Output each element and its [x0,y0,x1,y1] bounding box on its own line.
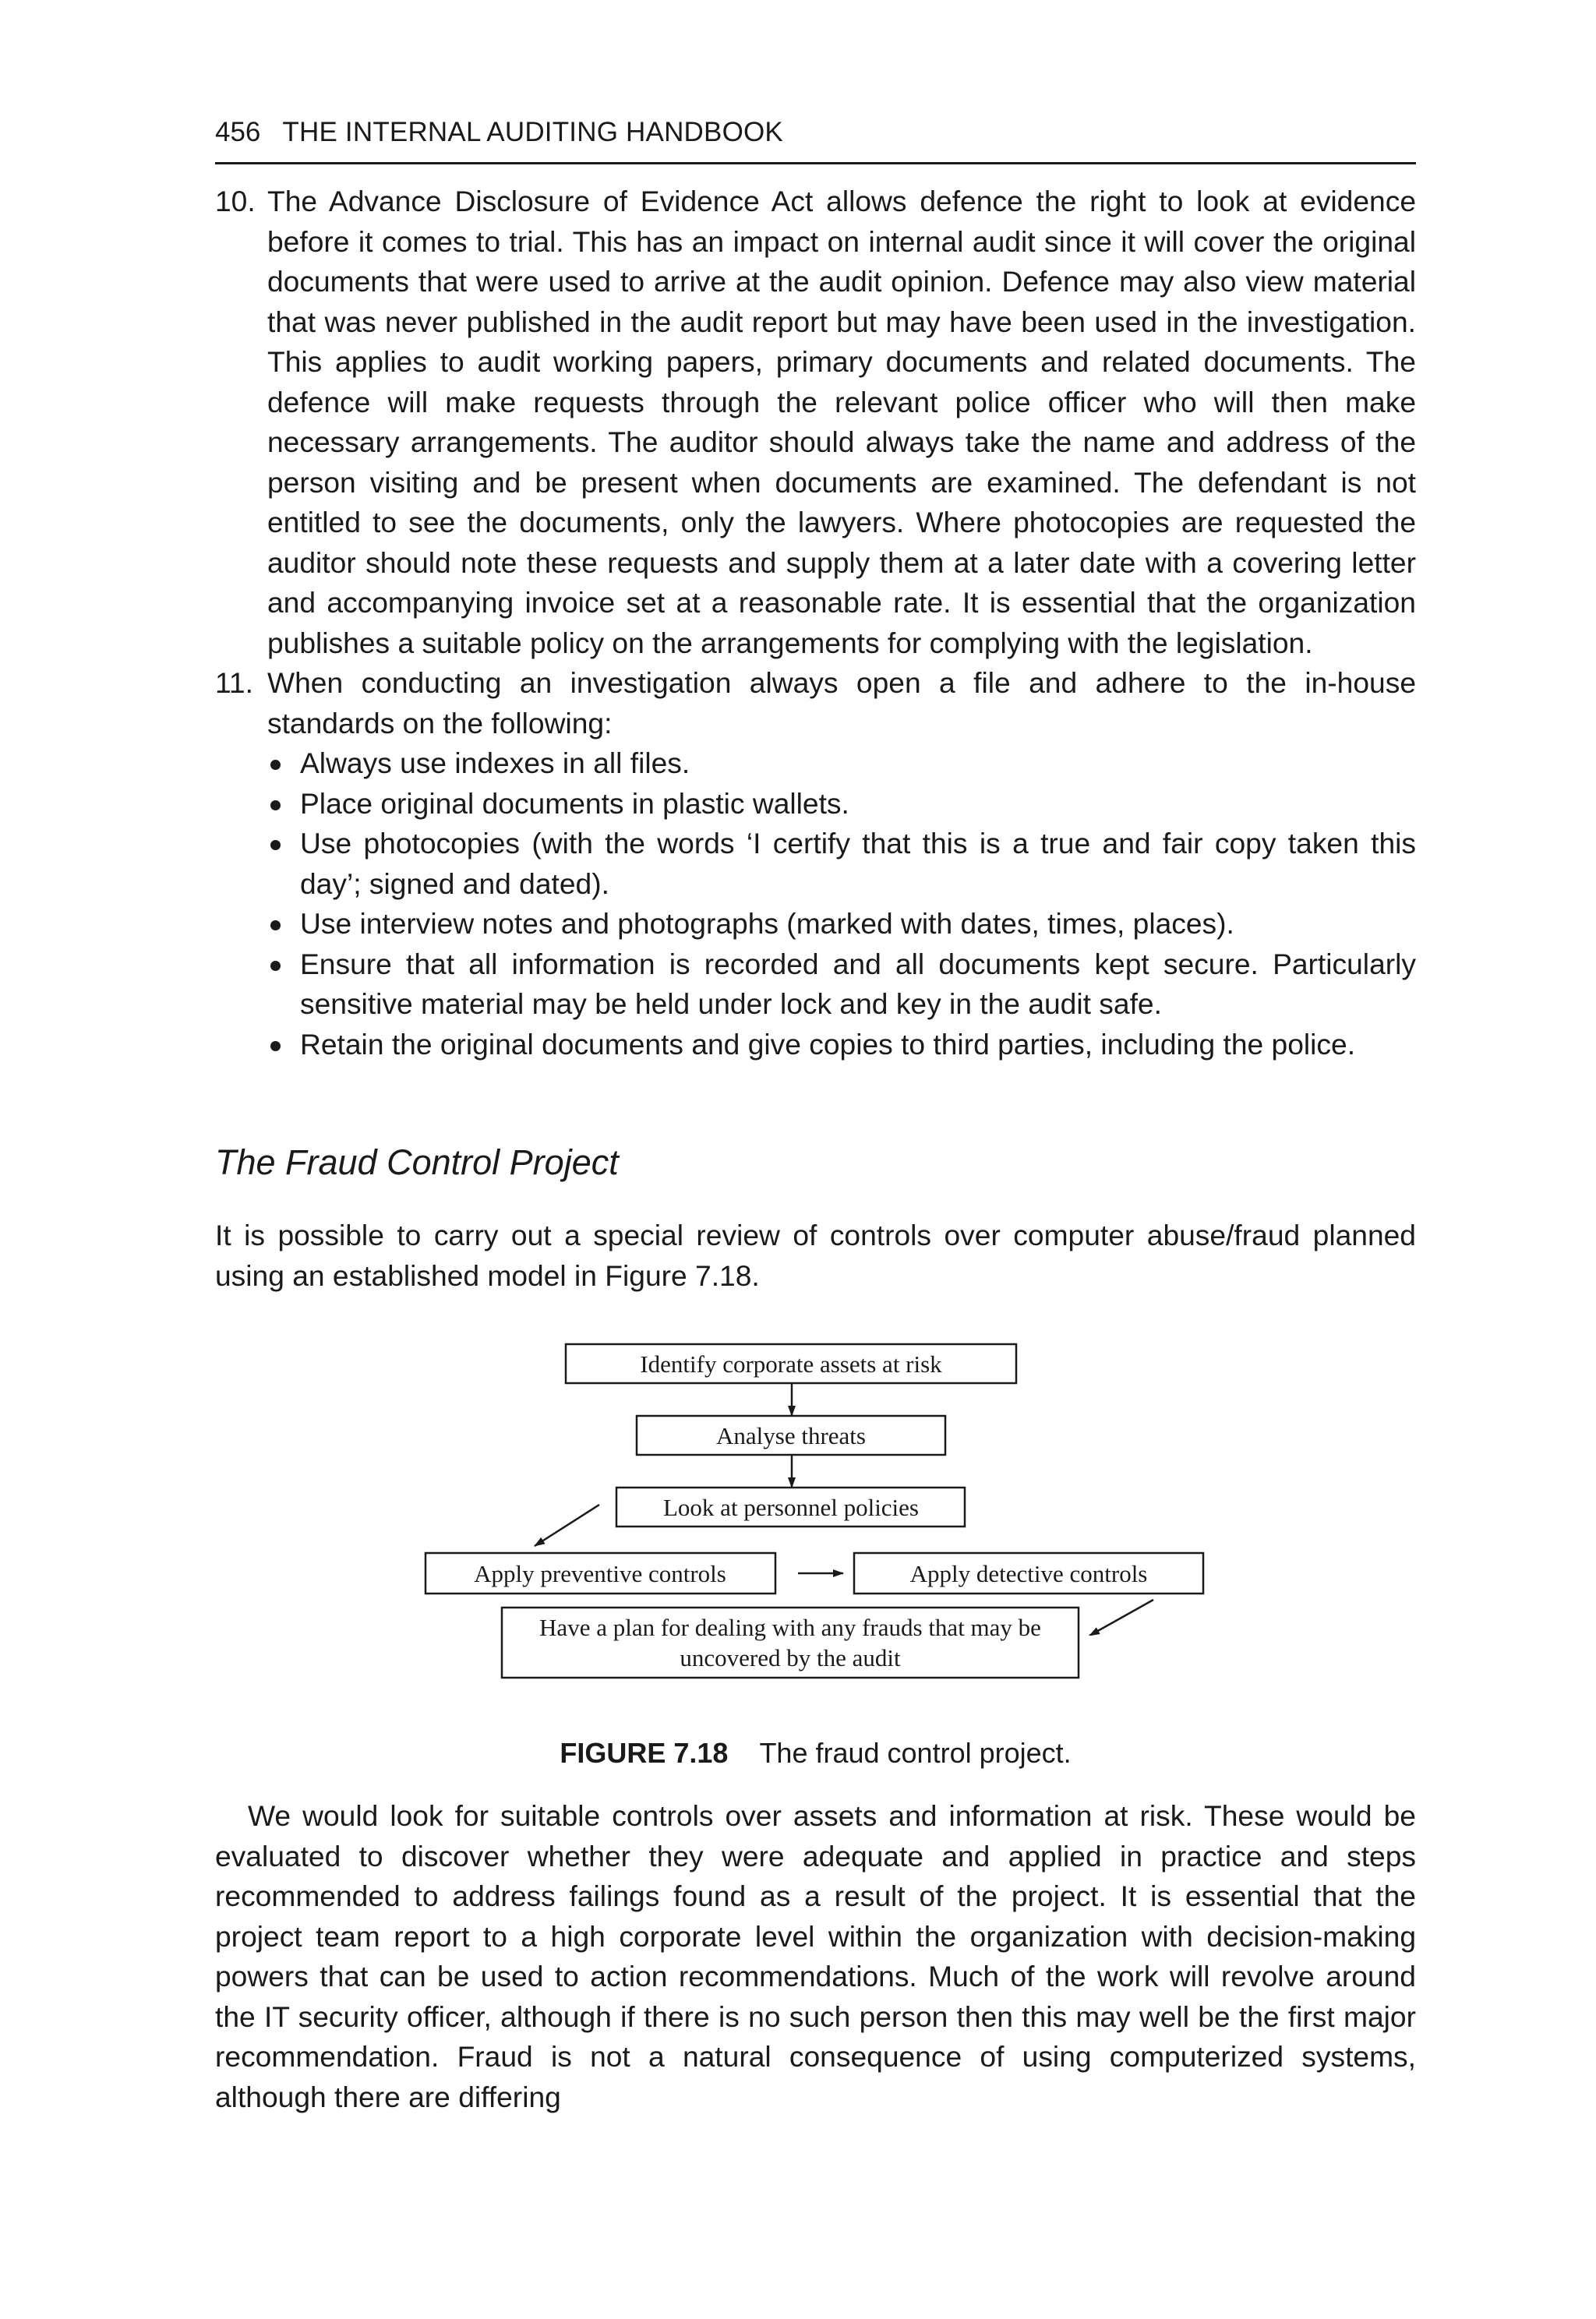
box-analyse-threats-label: Analyse threats [716,1422,866,1449]
bullet-item [267,784,1416,824]
intro-paragraph: It is possible to carry out a special review of controls over computer abuse/fraud planned using an established model in Figure 7.18. [215,1219,1416,1292]
bullet-icon [270,760,281,770]
arrow-personnel-to-preventive [535,1505,599,1546]
bullet-item [267,944,1416,1025]
bullet-text: Place original documents in plastic wallets. [300,786,849,820]
bullet-list [267,743,1416,1064]
bullet-icon [270,920,281,930]
box-preventive-controls-label: Apply preventive controls [474,1560,726,1587]
numbered-list [215,182,1416,1064]
box-preventive-controls [425,1553,775,1594]
list-item-number: 11. [215,666,253,699]
running-header [215,117,1416,164]
box-identify-assets-label: Identify corporate assets at risk [640,1350,942,1378]
running-title: THE INTERNAL AUDITING HANDBOOK [282,117,783,147]
bullet-icon [270,1041,281,1051]
bullet-item [267,904,1416,944]
section-heading: The Fraud Control Project [215,1142,619,1182]
bullet-text: Use photocopies (with the words ‘I certify that this is a true and fair copy taken this day’; signed and dated). [300,827,1416,900]
page [215,117,1416,2146]
figure-caption-text: The fraud control project. [759,1737,1072,1769]
flow-diagram [215,1340,1416,1636]
box-detective-controls-label: Apply detective controls [909,1560,1148,1587]
list-item [215,182,1416,663]
list-item-text: The Advance Disclosure of Evidence Act allows defence the right to look at evidence before it comes to trial. This has an impact on internal audit since it will cover the original documents that were used to arrive at the audit opinion. Defence may also view material that was never published in the audit report but may have been used in the investigation. This applies to audit working papers, primary documents and related documents. The defence will make requests through the relevant police officer who will then make necessary arrangements. The auditor should always take the name and address of the person visiting and be present when documents are examined. The defendant is not entitled to see the documents, only the lawyers. Where photocopies are requested the auditor should note these requests and supply them at a later date with a covering letter and accompanying invoice set at a reasonable rate. It is essential that the organization publishes a suitable policy on the arrangements for complying with the legislation. [267,185,1416,659]
flow-diagram-bottom [215,1604,1416,1690]
page-number: 456 [215,117,261,147]
box-personnel-policies-label: Look at personnel policies [663,1494,919,1521]
bullet-icon [270,800,281,810]
bullet-text: Retain the original documents and give copies to third parties, including the police. [300,1027,1356,1061]
bullet-item [267,743,1416,784]
box-personnel-policies [616,1488,965,1527]
figure-7-18 [215,1340,1416,1769]
bullet-icon [270,961,281,971]
bullet-text: Use interview notes and photographs (marked with dates, times, places). [300,907,1234,940]
bullet-icon [270,840,281,850]
box-analyse-threats [637,1416,945,1455]
box-fraud-plan-label-line1: Have a plan for dealing with any frauds that may be [539,1614,1041,1641]
bullet-item [267,824,1416,904]
list-item-number: 10. [215,185,256,217]
box-identify-assets [566,1344,1016,1383]
bullet-text: Ensure that all information is recorded and all documents kept secure. Particularly sensitive material may be held under lock and key in the audit safe. [300,947,1416,1020]
figure-caption-label: FIGURE 7.18 [560,1737,729,1769]
closing-paragraph: We would look for suitable controls over assets and information at risk. These would be evaluated to discover whether they were adequate and applied in practice and steps recommended to address failings found as a result of the project. It is essential that the project team report to a high corporate level within the organization with decision-making powers that can be used to action recommendations. Much of the work will revolve around the IT security officer, although if there is no such person then this may well be the first major recommendation. Fraud is not a natural consequence of using computerized systems, although there are differing [215,1799,1416,2113]
figure-caption [215,1737,1416,1770]
bullet-text: Always use indexes in all files. [300,747,690,779]
list-item [215,663,1416,1064]
box-detective-controls [854,1553,1203,1594]
bullet-item [267,1025,1416,1065]
box-fraud-plan-outline [502,1608,1079,1678]
box-fraud-plan-label-line2: uncovered by the audit [680,1644,901,1671]
list-item-text: When conducting an investigation always open a file and adhere to the in-house standards on the following: [267,666,1416,739]
